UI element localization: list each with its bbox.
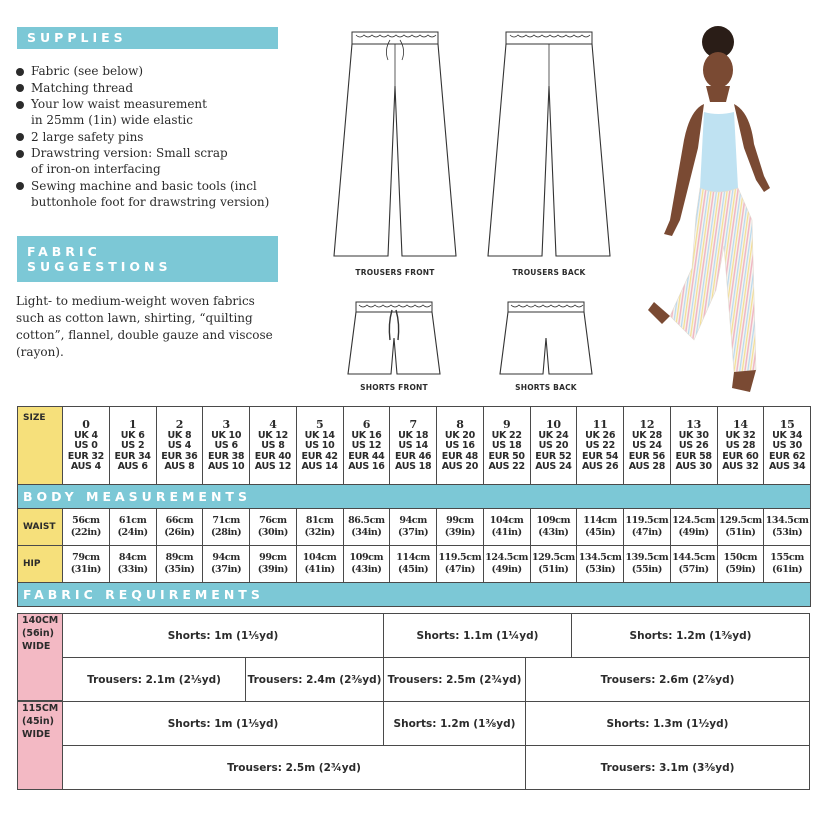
waist-value: 119.5cm xyxy=(625,515,669,526)
size-us: US 4 xyxy=(167,440,192,451)
size-size: 1 xyxy=(128,417,137,431)
size-us: US 30 xyxy=(772,440,802,451)
size-eur: EUR 58 xyxy=(675,450,712,462)
size-size: 9 xyxy=(502,417,511,431)
hip-value: (49in) xyxy=(491,564,522,575)
hip-value: (45in) xyxy=(397,564,429,575)
size-uk: UK 20 xyxy=(444,429,475,441)
size-aus: AUS 14 xyxy=(301,461,338,472)
size-us: US 6 xyxy=(214,440,238,451)
w140-trousers-1: Trousers: 2.1m (2⅕yd) xyxy=(62,657,246,702)
hip-value: (59in) xyxy=(725,564,756,575)
size-eur: EUR 46 xyxy=(395,450,432,462)
hip-cell xyxy=(670,546,717,583)
waist-value: 71cm xyxy=(212,515,240,526)
size-us: US 8 xyxy=(261,440,285,451)
waist-value: 66cm xyxy=(165,515,194,526)
width-140-line2: (56in) xyxy=(22,628,54,639)
size-size: 0 xyxy=(82,417,90,431)
waist-value: 114cm xyxy=(583,515,617,526)
fabric-suggestions-text: Light- to medium-weight woven fabrics such as cotton lawn, shirting, “quilting cotton”, flannel, double gauze and viscose (rayon). xyxy=(16,294,273,359)
size-uk: UK 32 xyxy=(725,429,756,441)
waist-value: (47in) xyxy=(631,527,663,538)
size-eur: EUR 40 xyxy=(254,450,291,462)
supply-item-text: Matching thread xyxy=(31,80,133,95)
size-size: 11 xyxy=(592,417,608,431)
size-us: US 18 xyxy=(491,440,522,451)
size-eur: EUR 56 xyxy=(628,450,665,462)
hip-cell xyxy=(390,546,437,583)
fabric-suggestions-heading-line1: FABRIC xyxy=(27,244,101,259)
supply-item-text: Fabric (see below) xyxy=(31,64,144,78)
size-aus: AUS 8 xyxy=(164,461,195,472)
hip-value: 150cm xyxy=(723,552,758,563)
size-column xyxy=(437,407,484,485)
size-uk: UK 28 xyxy=(631,429,662,441)
hip-cell xyxy=(764,546,811,583)
size-uk: UK 12 xyxy=(257,429,288,441)
hip-cell xyxy=(296,546,343,583)
size-uk: UK 6 xyxy=(120,429,145,441)
body-measurements-heading: BODY MEASUREMENTS xyxy=(18,485,811,509)
size-column xyxy=(390,407,437,485)
size-column xyxy=(203,407,250,485)
size-aus: AUS 20 xyxy=(441,461,479,472)
size-us: US 28 xyxy=(725,440,756,451)
waist-cell xyxy=(530,509,577,546)
hip-cell xyxy=(530,546,577,583)
waist-value: (22in) xyxy=(70,527,102,538)
fabric-requirements-heading: FABRIC REQUIREMENTS xyxy=(18,583,811,607)
model-photo xyxy=(640,20,820,400)
waist-value: (37in) xyxy=(397,527,429,538)
waist-value: (34in) xyxy=(351,527,382,538)
hip-value: (39in) xyxy=(257,564,289,575)
waist-cell xyxy=(156,509,203,546)
fabric-suggestions-heading xyxy=(17,236,278,282)
waist-cell xyxy=(390,509,437,546)
w140-shorts-1: Shorts: 1m (1⅕yd) xyxy=(62,613,384,658)
hip-value: (41in) xyxy=(304,564,335,575)
waist-cell xyxy=(343,509,390,546)
fabric-requirements-grid xyxy=(17,613,810,790)
hip-cell xyxy=(63,546,110,583)
waist-value: 124.5cm xyxy=(672,515,716,526)
waist-value: (53in) xyxy=(771,527,803,538)
size-aus: AUS 6 xyxy=(117,461,148,472)
hip-cell xyxy=(624,546,671,583)
size-size: 6 xyxy=(362,417,371,431)
waist-cell xyxy=(109,509,156,546)
size-eur: EUR 48 xyxy=(441,450,478,462)
size-aus: AUS 18 xyxy=(394,461,432,472)
trousers-back-label: TROUSERS BACK xyxy=(512,268,586,277)
hip-value: (37in) xyxy=(210,564,242,575)
size-aus: AUS 28 xyxy=(628,461,666,472)
size-uk: UK 14 xyxy=(304,429,335,441)
size-column xyxy=(483,407,530,485)
supply-item xyxy=(16,178,296,210)
size-column xyxy=(717,407,764,485)
size-column xyxy=(156,407,203,485)
bullet-icon xyxy=(16,133,24,141)
w140-trousers-4: Trousers: 2.6m (2⅞yd) xyxy=(525,657,810,702)
hip-value: (31in) xyxy=(70,564,102,575)
size-us: US 20 xyxy=(538,440,569,451)
w140-shorts-3: Shorts: 1.2m (1⅜yd) xyxy=(571,613,810,658)
size-us: US 14 xyxy=(398,440,428,451)
size-uk: UK 8 xyxy=(167,429,192,441)
size-aus: AUS 16 xyxy=(348,461,385,472)
hip-value: 99cm xyxy=(259,552,287,563)
waist-cell xyxy=(437,509,484,546)
shorts-back-label: SHORTS BACK xyxy=(515,383,577,392)
size-row xyxy=(18,407,811,485)
waist-value: 94cm xyxy=(399,515,427,526)
hip-value: (35in) xyxy=(164,564,195,575)
bullet-icon xyxy=(16,150,24,158)
size-column xyxy=(343,407,390,485)
size-eur: EUR 38 xyxy=(208,450,245,462)
size-us: US 0 xyxy=(74,440,98,451)
size-size: 15 xyxy=(779,417,795,431)
waist-cell xyxy=(250,509,297,546)
supply-item-text: Your low waist measurement xyxy=(31,97,207,111)
width-115-label xyxy=(17,701,63,790)
waist-cell xyxy=(296,509,343,546)
size-column xyxy=(624,407,671,485)
waist-value: 81cm xyxy=(305,515,334,526)
waist-value: (39in) xyxy=(444,527,476,538)
size-size: 2 xyxy=(175,417,184,431)
waist-cell xyxy=(483,509,530,546)
size-size: 12 xyxy=(639,417,655,431)
fabric-requirements-heading-row xyxy=(18,583,811,607)
waist-value: 61cm xyxy=(118,515,147,526)
waist-value: 134.5cm xyxy=(765,515,809,526)
supply-item xyxy=(16,63,296,79)
hip-value: 79cm xyxy=(72,552,100,563)
waist-value: (28in) xyxy=(210,527,242,538)
size-uk: UK 24 xyxy=(538,429,569,441)
body-measurements-heading-row xyxy=(18,485,811,509)
size-eur: EUR 32 xyxy=(67,450,104,462)
size-column xyxy=(577,407,624,485)
hip-value: (55in) xyxy=(631,564,663,575)
waist-cell xyxy=(577,509,624,546)
supply-item-text: Sewing machine and basic tools (incl xyxy=(31,178,257,193)
supply-item-text: of iron-on interfacing xyxy=(31,162,161,176)
size-eur: EUR 60 xyxy=(722,450,759,462)
size-aus: AUS 30 xyxy=(675,461,712,472)
w140-shorts-2: Shorts: 1.1m (1¼yd) xyxy=(383,613,572,658)
supply-item-text: in 25mm (1in) wide elastic xyxy=(31,113,193,127)
supplies-heading xyxy=(17,27,278,49)
hip-cell xyxy=(156,546,203,583)
bullet-icon xyxy=(16,68,24,76)
trousers-front-label: TROUSERS FRONT xyxy=(355,268,435,277)
size-label: SIZE xyxy=(18,407,63,485)
shorts-back-illustration xyxy=(496,298,596,380)
hip-value: (53in) xyxy=(584,564,616,575)
waist-cell xyxy=(624,509,671,546)
size-eur: EUR 52 xyxy=(535,450,572,462)
size-size: 5 xyxy=(315,417,324,431)
waist-cell xyxy=(670,509,717,546)
supply-item-text: Drawstring version: Small scrap xyxy=(31,146,228,160)
hip-row xyxy=(18,546,811,583)
size-size: 10 xyxy=(546,417,561,431)
size-column xyxy=(63,407,110,485)
hip-value: 129.5cm xyxy=(531,552,575,563)
waist-value: 76cm xyxy=(259,515,287,526)
size-eur: EUR 44 xyxy=(348,450,385,462)
trousers-back-illustration xyxy=(484,26,614,262)
hip-value: (33in) xyxy=(117,564,148,575)
hip-value: 139.5cm xyxy=(625,552,669,563)
hip-value: 104cm xyxy=(302,552,337,563)
waist-value: (24in) xyxy=(117,527,148,538)
waist-value: 86.5cm xyxy=(348,515,385,526)
waist-label: WAIST xyxy=(18,509,63,546)
hip-cell xyxy=(483,546,530,583)
hip-cell xyxy=(203,546,250,583)
supplies-list xyxy=(16,63,296,210)
hip-cell xyxy=(577,546,624,583)
hip-value: 109cm xyxy=(349,552,384,563)
hip-value: (61in) xyxy=(771,564,803,575)
shorts-front-illustration xyxy=(344,298,444,380)
size-us: US 2 xyxy=(120,440,145,451)
size-uk: UK 30 xyxy=(678,429,709,441)
waist-value: (41in) xyxy=(491,527,522,538)
fabric-suggestions-heading-line2: SUGGESTIONS xyxy=(27,259,172,274)
hip-value: 114cm xyxy=(396,552,430,563)
waist-value: (30in) xyxy=(257,527,289,538)
size-table xyxy=(17,406,811,607)
w140-trousers-3: Trousers: 2.5m (2¾yd) xyxy=(383,657,526,702)
hip-cell xyxy=(250,546,297,583)
size-us: US 12 xyxy=(351,440,382,451)
w115-shorts-2: Shorts: 1.2m (1⅜yd) xyxy=(383,701,526,746)
size-aus: AUS 24 xyxy=(535,461,572,472)
size-uk: UK 4 xyxy=(73,429,98,441)
size-aus: AUS 32 xyxy=(722,461,759,472)
supply-item-text: 2 large safety pins xyxy=(31,129,144,144)
waist-row xyxy=(18,509,811,546)
size-aus: AUS 4 xyxy=(70,461,101,472)
waist-value: (49in) xyxy=(678,527,709,538)
hip-label: HIP xyxy=(18,546,63,583)
waist-cell xyxy=(63,509,110,546)
size-uk: UK 22 xyxy=(491,429,522,441)
waist-value: (45in) xyxy=(584,527,616,538)
w115-trousers-2: Trousers: 3.1m (3⅜yd) xyxy=(525,745,810,790)
size-size: 4 xyxy=(269,417,277,431)
size-aus: AUS 10 xyxy=(207,461,245,472)
size-aus: AUS 26 xyxy=(581,461,619,472)
hip-value: (43in) xyxy=(351,564,382,575)
size-us: US 16 xyxy=(445,440,475,451)
size-column xyxy=(764,407,811,485)
waist-cell xyxy=(764,509,811,546)
hip-value: (57in) xyxy=(678,564,709,575)
size-uk: UK 10 xyxy=(211,429,242,441)
hip-value: (47in) xyxy=(444,564,476,575)
supply-item xyxy=(16,80,296,96)
size-column xyxy=(250,407,297,485)
size-eur: EUR 50 xyxy=(488,450,525,462)
size-eur: EUR 34 xyxy=(114,450,151,462)
width-115-line2: (45in) xyxy=(22,716,54,727)
hip-value: 89cm xyxy=(165,552,194,563)
waist-value: 129.5cm xyxy=(718,515,762,526)
width-140-line3: WIDE xyxy=(22,641,51,652)
supply-item-text: buttonhole foot for drawstring version) xyxy=(31,194,270,209)
bullet-icon xyxy=(16,182,24,190)
hip-value: 84cm xyxy=(118,552,147,563)
size-column xyxy=(109,407,156,485)
size-column xyxy=(530,407,577,485)
size-uk: UK 34 xyxy=(772,429,803,441)
supply-item xyxy=(16,129,296,145)
waist-cell xyxy=(203,509,250,546)
waist-value: (26in) xyxy=(164,527,195,538)
size-aus: AUS 22 xyxy=(488,461,525,472)
supply-item xyxy=(16,96,296,128)
width-140-line1: 140CM xyxy=(22,615,59,626)
waist-value: 104cm xyxy=(489,515,524,526)
supply-item xyxy=(16,145,296,177)
size-us: US 26 xyxy=(678,440,709,451)
hip-value: 94cm xyxy=(212,552,240,563)
size-uk: UK 26 xyxy=(585,429,616,441)
size-size: 13 xyxy=(686,417,701,431)
waist-value: (43in) xyxy=(538,527,569,538)
hip-value: 134.5cm xyxy=(578,552,622,563)
shorts-front-label: SHORTS FRONT xyxy=(360,383,428,392)
size-eur: EUR 54 xyxy=(582,450,619,462)
hip-value: 124.5cm xyxy=(485,552,529,563)
hip-cell xyxy=(343,546,390,583)
size-aus: AUS 12 xyxy=(254,461,292,472)
size-uk: UK 18 xyxy=(398,429,429,441)
width-115-line3: WIDE xyxy=(22,729,51,740)
hip-cell xyxy=(109,546,156,583)
hip-cell xyxy=(437,546,484,583)
hip-value: (51in) xyxy=(538,564,569,575)
size-eur: EUR 42 xyxy=(301,450,338,462)
size-us: US 24 xyxy=(632,440,662,451)
hip-value: 144.5cm xyxy=(672,552,716,563)
size-eur: EUR 62 xyxy=(769,450,806,462)
w115-shorts-3: Shorts: 1.3m (1½yd) xyxy=(525,701,810,746)
waist-value: (51in) xyxy=(725,527,756,538)
size-column xyxy=(296,407,343,485)
size-aus: AUS 34 xyxy=(768,461,806,472)
size-size: 7 xyxy=(409,417,417,431)
size-size: 8 xyxy=(456,417,464,431)
waist-cell xyxy=(717,509,764,546)
trousers-front-illustration xyxy=(330,26,460,262)
waist-value: 109cm xyxy=(536,515,571,526)
size-us: US 22 xyxy=(585,440,615,451)
supplies-heading-text: SUPPLIES xyxy=(27,30,127,45)
hip-cell xyxy=(717,546,764,583)
size-size: 3 xyxy=(222,417,230,431)
size-us: US 10 xyxy=(304,440,335,451)
size-uk: UK 16 xyxy=(351,429,382,441)
size-size: 14 xyxy=(733,417,748,431)
waist-value: (32in) xyxy=(304,527,335,538)
w115-trousers-1: Trousers: 2.5m (2¾yd) xyxy=(62,745,526,790)
width-140-label xyxy=(17,613,63,701)
hip-value: 119.5cm xyxy=(438,552,482,563)
width-115-line1: 115CM xyxy=(22,703,59,714)
bullet-icon xyxy=(16,84,24,92)
waist-value: 56cm xyxy=(72,515,100,526)
waist-value: 99cm xyxy=(446,515,474,526)
hip-value: 155cm xyxy=(770,552,804,563)
w140-trousers-2: Trousers: 2.4m (2⅜yd) xyxy=(245,657,384,702)
bullet-icon xyxy=(16,101,24,109)
size-column xyxy=(670,407,717,485)
w115-shorts-1: Shorts: 1m (1⅕yd) xyxy=(62,701,384,746)
size-eur: EUR 36 xyxy=(161,450,198,462)
